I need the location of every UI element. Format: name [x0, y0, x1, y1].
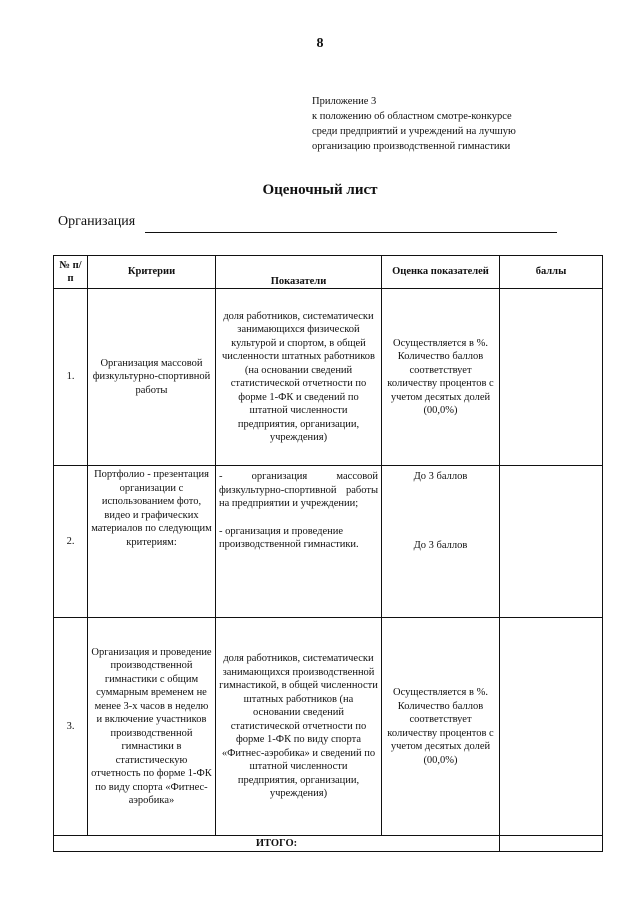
row-points[interactable] — [500, 289, 603, 466]
annex-block — [312, 94, 612, 154]
row-indicators — [216, 466, 382, 618]
annex-line: к положению об областном смотре-конкурсе — [312, 111, 512, 122]
document-title: Оценочный лист — [262, 182, 378, 198]
row-indicators: доля работников, систематически занимающихся производственной гимнастикой, в общей численности штатных работников (на основании сведений статистической отчетности по форме 1-ФК по виду спорта «Фитнес-аэробика» и сведений по штатной численности предприятия, организации, учреждения) — [216, 618, 382, 836]
row-evaluation: Осуществляется в %. Количество баллов соответствует количеству процентов с учетом десятых долей (00,0%) — [382, 289, 500, 466]
table-row — [54, 289, 603, 466]
row-num: 2. — [54, 466, 88, 618]
row-indicators: доля работников, систематически занимающихся физической культурой и спортом, в общей численности штатных работников (на основании сведений статистической отчетности по форме 1-ФК и сведений по штатной численности предприятия, организации, учреждения) — [216, 289, 382, 466]
row-num: 3. — [54, 618, 88, 836]
annex-line: Приложение 3 — [312, 96, 377, 107]
header-points: баллы — [500, 256, 603, 289]
total-value[interactable] — [500, 836, 603, 852]
evaluation-item: До 3 баллов — [413, 539, 468, 551]
organization-label: Организация — [58, 214, 136, 229]
row-points[interactable] — [500, 618, 603, 836]
row-criteria: Организация и проведение производственной гимнастики с общим суммарным временем не менее 3-х часов в неделю и включение участников производственной гимнастики в статистическую отчетность по форме 1-ФК по виду спорта «Фитнес-аэробика» — [88, 618, 216, 836]
row-evaluation: Осуществляется в %. Количество баллов соответствует количеству процентов с учетом десятых долей (00,0%) — [382, 618, 500, 836]
annex-line: организацию производственной гимнастики — [312, 141, 511, 152]
table-header-row — [54, 256, 603, 289]
table-row — [54, 466, 603, 618]
header-indicators: Показатели — [216, 256, 382, 289]
header-criteria: Критерии — [88, 256, 216, 289]
row-points[interactable] — [500, 466, 603, 618]
evaluation-table — [53, 255, 603, 852]
annex-line: среди предприятий и учреждений на лучшую — [312, 126, 516, 137]
row-criteria: Портфолио - презентация организации с использованием фото, видео и графических материалов по следующим критериям: — [88, 466, 216, 618]
total-label: ИТОГО: — [54, 836, 500, 852]
header-num: № п/п — [54, 256, 88, 289]
indicator-item: - организация массовой физкультурно-спортивной работы на предприятии и учреждении; — [219, 471, 378, 509]
page-number: 8 — [316, 36, 324, 51]
indicator-item: - организация и проведение производственной гимнастики. — [219, 525, 359, 550]
row-criteria: Организация массовой физкультурно-спортивной работы — [88, 289, 216, 466]
header-evaluation: Оценка показателей — [382, 256, 500, 289]
table-row — [54, 618, 603, 836]
evaluation-item: До 3 баллов — [413, 471, 468, 482]
organization-field-line[interactable] — [145, 232, 557, 233]
row-evaluation — [382, 466, 500, 618]
total-row — [54, 836, 603, 852]
row-num: 1. — [54, 289, 88, 466]
